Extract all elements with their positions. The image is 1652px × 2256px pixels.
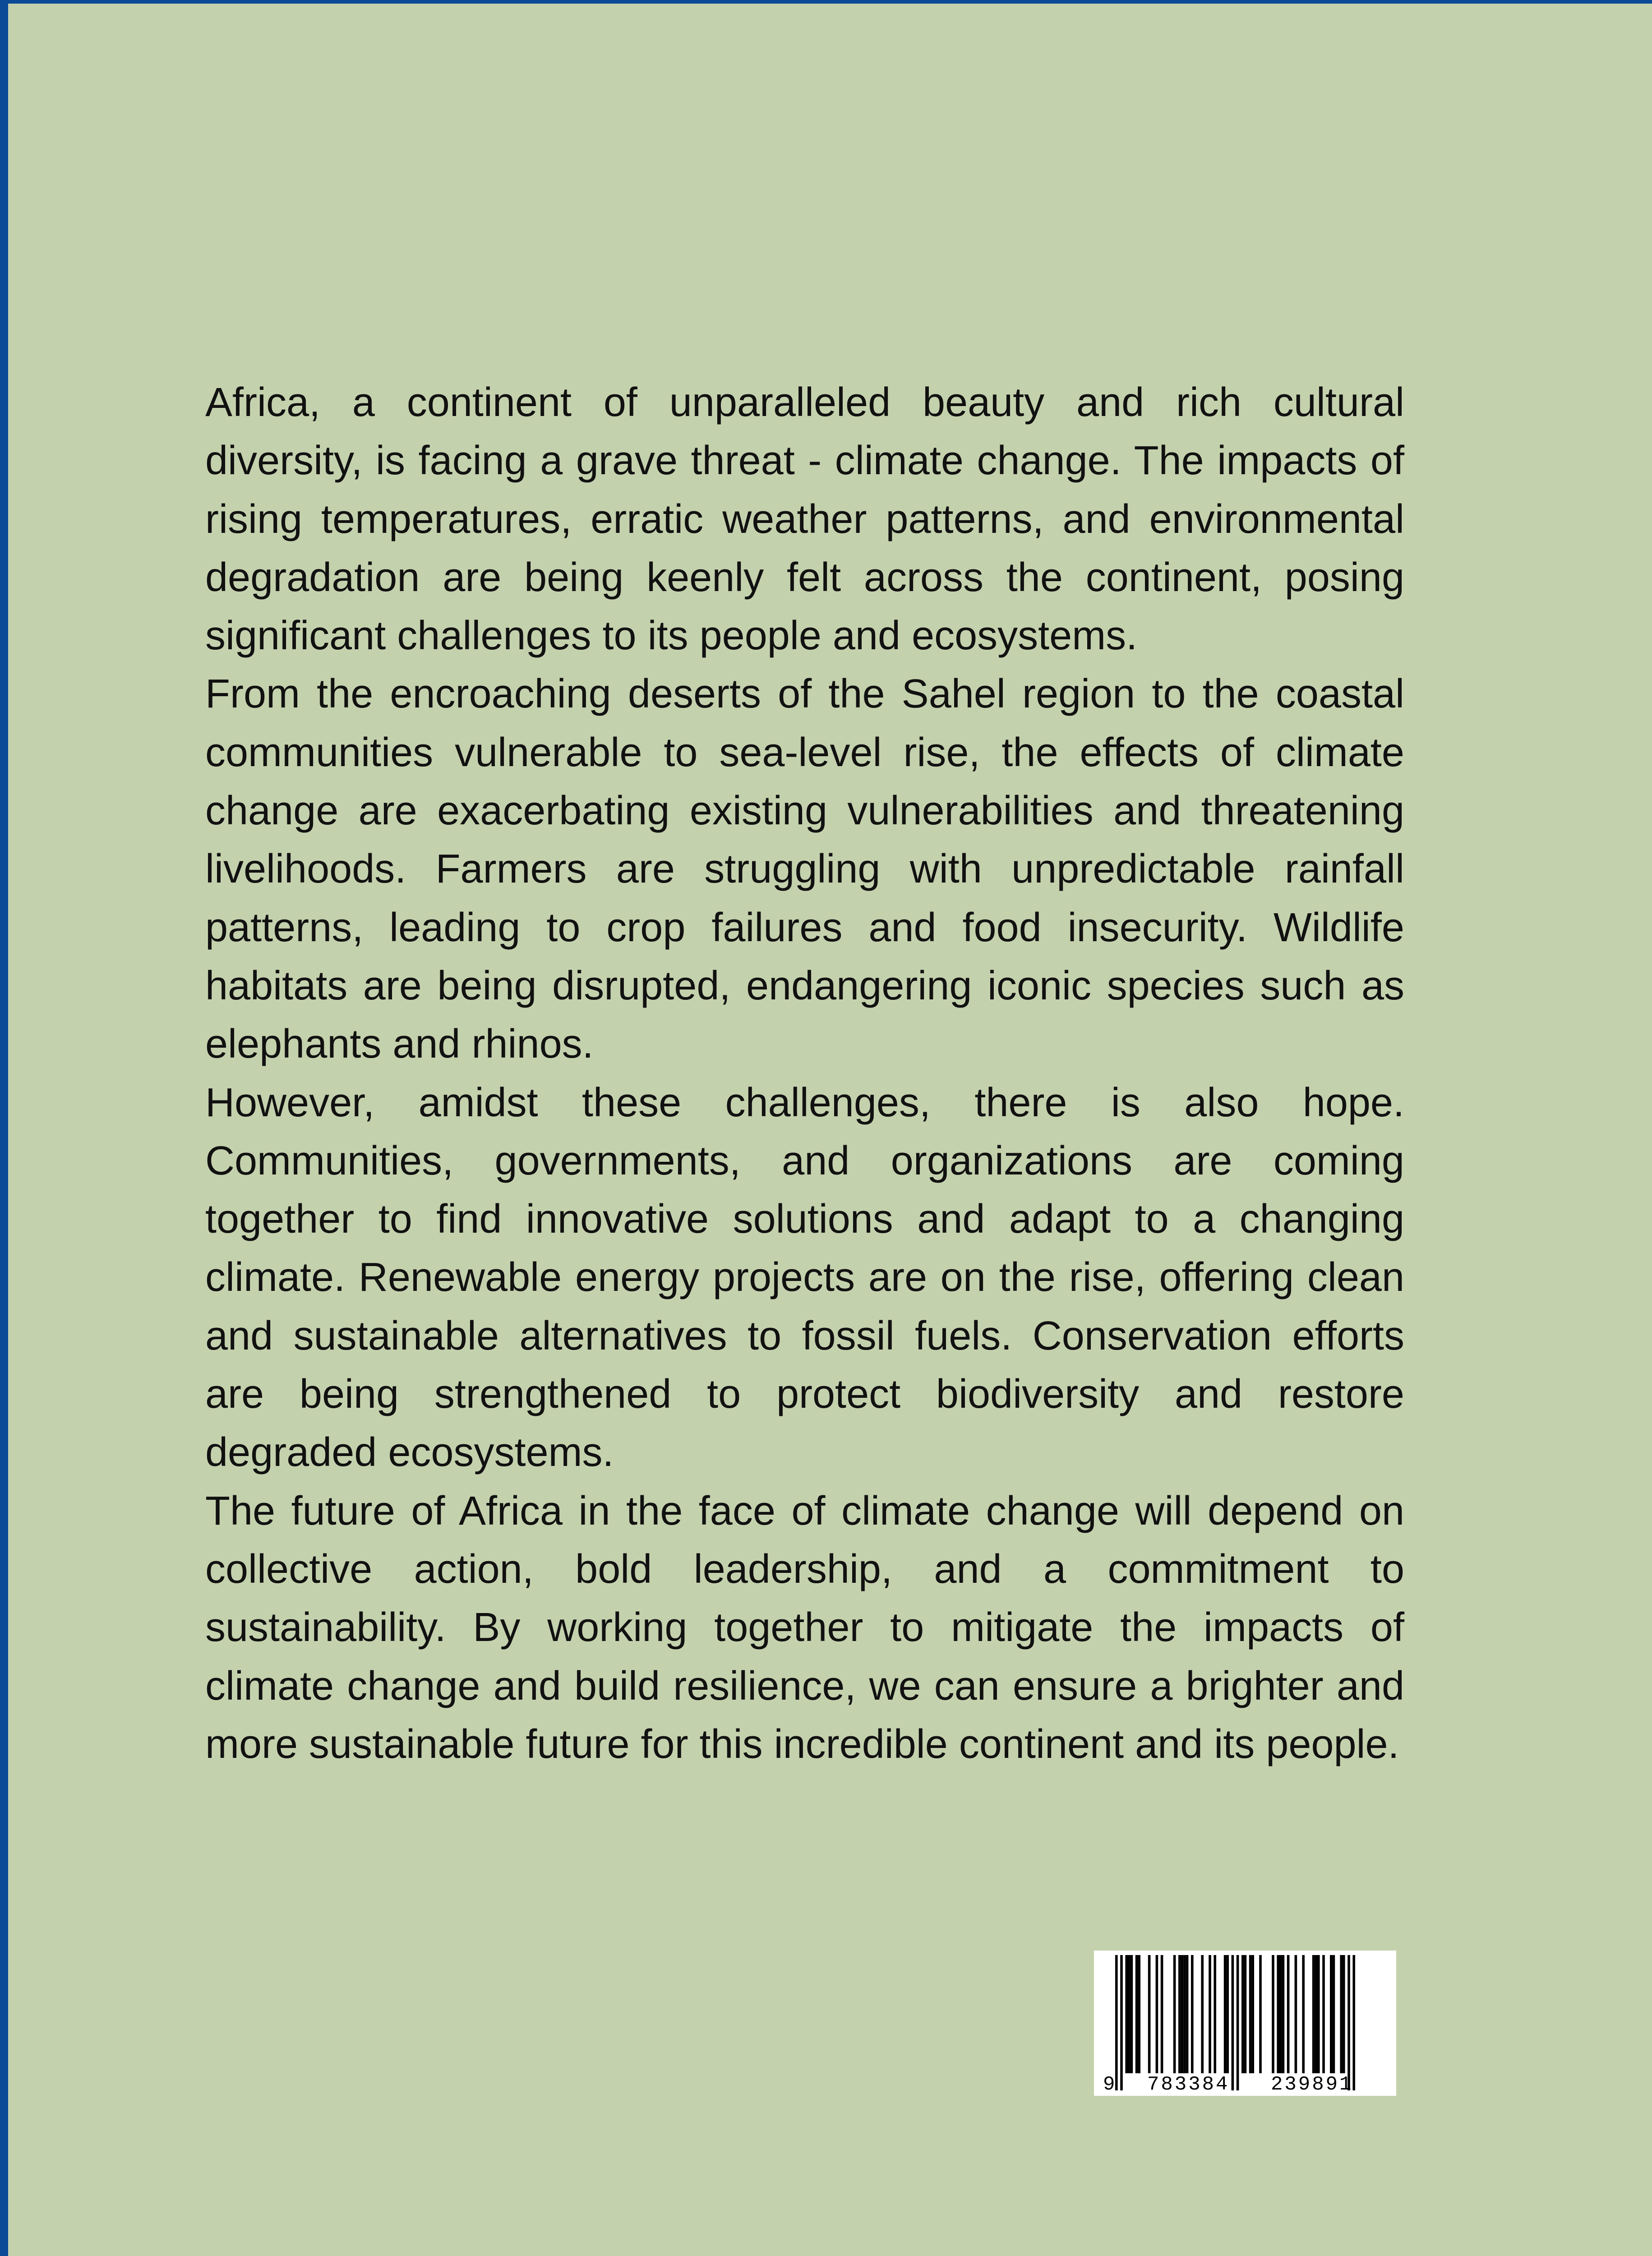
barcode-bar (1340, 1955, 1343, 2073)
barcode-left-digits: 783384 (1147, 2073, 1230, 2096)
barcode-bar (1282, 1955, 1285, 2073)
barcode-bar (1224, 1955, 1227, 2073)
barcode-bar (1128, 1955, 1131, 2073)
barcode-bar (1226, 1955, 1229, 2073)
barcode-bar (1330, 1955, 1333, 2073)
blurb-paragraph-2: From the encroaching deserts of the Sahel region to the coastal communities vulnerable to sea-level rise, the effects of climate change are exacerbating existing vulnerabilities and threatening livelihoods. Farmers are struggling with unpredictable rainfall patterns, leading to crop failures and food insecurity. Wildlife habitats are being disrupted, endangering iconic species such as elephants and rhinos. (205, 671, 1404, 1067)
barcode-bar (1135, 1955, 1138, 2073)
barcode-bar (1173, 1955, 1176, 2073)
isbn-barcode (1094, 1951, 1396, 2096)
barcode-bar (1191, 1955, 1194, 2073)
barcode-bar (1317, 1955, 1320, 2073)
barcode-bar (1347, 1955, 1350, 2090)
barcode-bar (1138, 1955, 1140, 2073)
barcode-bar (1237, 1955, 1239, 2090)
barcode-bar (1186, 1955, 1189, 2073)
barcode-bar (1115, 1955, 1118, 2090)
barcode-bar (1241, 1955, 1244, 2073)
barcode-bar (1279, 1955, 1282, 2073)
barcode-bar (1272, 1955, 1274, 2073)
barcode-bar (1302, 1955, 1305, 2073)
blurb-text (205, 374, 1404, 1774)
barcode-bar (1249, 1955, 1252, 2073)
barcode-bar (1120, 1955, 1123, 2090)
barcode-bar (1312, 1955, 1315, 2073)
barcode-bar (1277, 1955, 1279, 2073)
barcode-bar (1178, 1955, 1181, 2073)
barcode-bar (1183, 1955, 1186, 2073)
barcode-bar (1322, 1955, 1325, 2073)
barcode-bar (1156, 1955, 1158, 2073)
barcode-bar (1148, 1955, 1151, 2073)
barcode-right-digits: 239891 (1271, 2073, 1353, 2096)
barcode-bar (1343, 1955, 1345, 2073)
barcode-bar (1287, 1955, 1290, 2073)
barcode-bar (1125, 1955, 1128, 2073)
barcode-bar (1315, 1955, 1317, 2073)
barcode-bar (1333, 1955, 1335, 2073)
back-cover (8, 4, 1652, 2256)
barcode-bar (1259, 1955, 1262, 2073)
barcode-bar (1131, 1955, 1133, 2073)
barcode-bar (1251, 1955, 1254, 2073)
blurb-paragraph-4: The future of Africa in the face of climate change will depend on collective action, bold leadership, and a commitment to sustainability. By working together to mitigate the impacts of climate change and build resilience, we can ensure a brighter and more sustainable future for this incredible continent and its people. (205, 1488, 1404, 1767)
barcode-bar (1181, 1955, 1184, 2073)
barcode-bar (1232, 1955, 1234, 2090)
barcode-bar (1201, 1955, 1204, 2073)
barcode-bar (1244, 1955, 1247, 2073)
barcode-bar (1295, 1955, 1297, 2073)
barcode-bar (1161, 1955, 1163, 2073)
barcode-lead-digit: 9 (1103, 2073, 1115, 2096)
blurb-paragraph-3: However, amidst these challenges, there is also hope. Communities, governments, and organizations are coming together to find innovative solutions and adapt to a changing climate. Renewable energy projects are on the rise, offering clean and sustainable alternatives to fossil fuels. Conservation efforts are being strengthened to protect biodiversity and restore degraded ecosystems. (205, 1080, 1404, 1475)
barcode-bar (1352, 1955, 1355, 2090)
blurb-paragraph-1: Africa, a continent of unparalleled beauty and rich cultural diversity, is facing a grave threat - climate change. The impacts of rising temperatures, erratic weather patterns, and environmental degradation are being keenly felt across the continent, posing significant challenges to its people and ecosystems. (205, 380, 1404, 659)
barcode-bar (1214, 1955, 1216, 2073)
barcode-bar (1209, 1955, 1211, 2073)
